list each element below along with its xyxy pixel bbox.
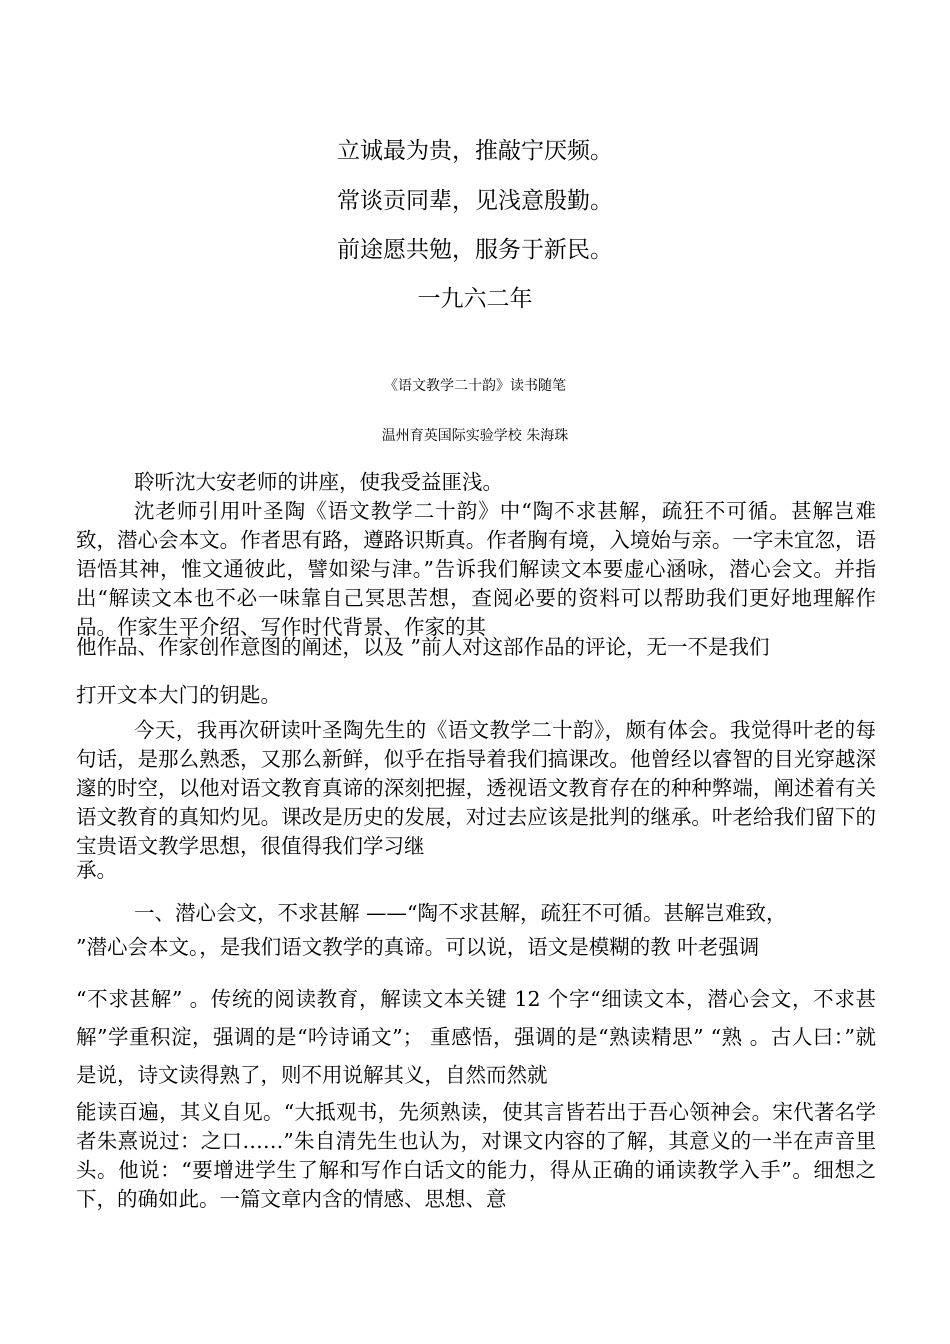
paragraph-4-part-4: 能读百遍，其义自见。“大抵观书，先须熟读，使其言皆若出于吾心领神会。宋代著名学者朱熹说过：之口……”朱自清先生也认为，对课文内容的了解，其意义的一半在声音里头。他说：“要增进学生了解和写作白话文的能力，得从正确的诵读教学入手”。细想之下，的确如此。一篇文章内含的情感、思想、意 — [76, 1100, 876, 1211]
paragraph-2-part-1: 沈老师引用叶圣陶《语文教学二十韵》中“陶不求甚解，疏狂不可循。甚解岂难致，潜心会本文。作者思有路，遵路识斯真。作者胸有境，入境始与亲。一字未宜忽，语语悟其神，惟文通彼此，譬如梁与津。”告诉我们解读文本要虚心涵咏，潜心会文。并指出“解读文本也不必一味靠自己冥思苦想，查阅必要的资料可以帮助我们更好地理解作品。作家生平介绍、写作时代背景、作家的其 — [76, 499, 876, 639]
paragraph-1: 聆听沈大安老师的讲座，使我受益匪浅。 — [134, 470, 503, 494]
poem-line-2: 常谈贡同辈，见浅意殷勤。 — [337, 188, 613, 214]
paragraph-3-part-1: 今天，我再次研读叶圣陶先生的《语文教学二十韵》，颇有体会。我觉得叶老的每句话，是那么熟悉，又那么新鲜，似乎在指导着我们搞课改。他曾经以睿智的目光穿越深邃的时空，以他对语文教育真谛的深刻把握，透视语文教育存在的种种弊端，阐述着有关语文教育的真知灼见。课改是历史的发展，对过去应该是批判的继承。叶老给我们留下的宝贵语文教学思想，很值得我们学习继 — [76, 718, 876, 858]
paragraph-2-part-2: 他作品、作家创作意图的阐述，以及 ”前人对这部作品的评论，无一不是我们 — [76, 635, 770, 659]
article-author: 温州育英国际实验学校 朱海珠 — [381, 428, 569, 444]
article-title: 《语文教学二十韵》读书随笔 — [384, 378, 566, 394]
poem-date: 一九六二年 — [417, 286, 533, 312]
poem-line-1: 立诚最为贵，推敲宁厌频。 — [337, 138, 613, 164]
paragraph-3-part-2: 承。 — [76, 858, 117, 882]
poem-line-3: 前途愿共勉，服务于新民。 — [337, 237, 613, 263]
paragraph-4-part-3: “不求甚解” 。传统的阅读教育，解读文本关键 12 个字“细读文本，潜心会文，不求甚解”学重积淀，强调的是“吟诗诵文”； 重感悟，强调的是“熟读精思” “熟 。古人曰：”就是说，诗文读得熟了，则不用说解其义，自然而然就 — [76, 987, 876, 1087]
paragraph-2-part-3: 打开文本大门的钥匙。 — [76, 683, 281, 707]
paragraph-4-part-1: 一、潜心会文，不求甚解 ——“陶不求甚解，疏狂不可循。甚解岂难致， — [134, 901, 787, 925]
paragraph-4-part-2: ”潜心会本文。，是我们语文教学的真谛。可以说，语文是模糊的教 叶老强调 — [76, 935, 760, 959]
